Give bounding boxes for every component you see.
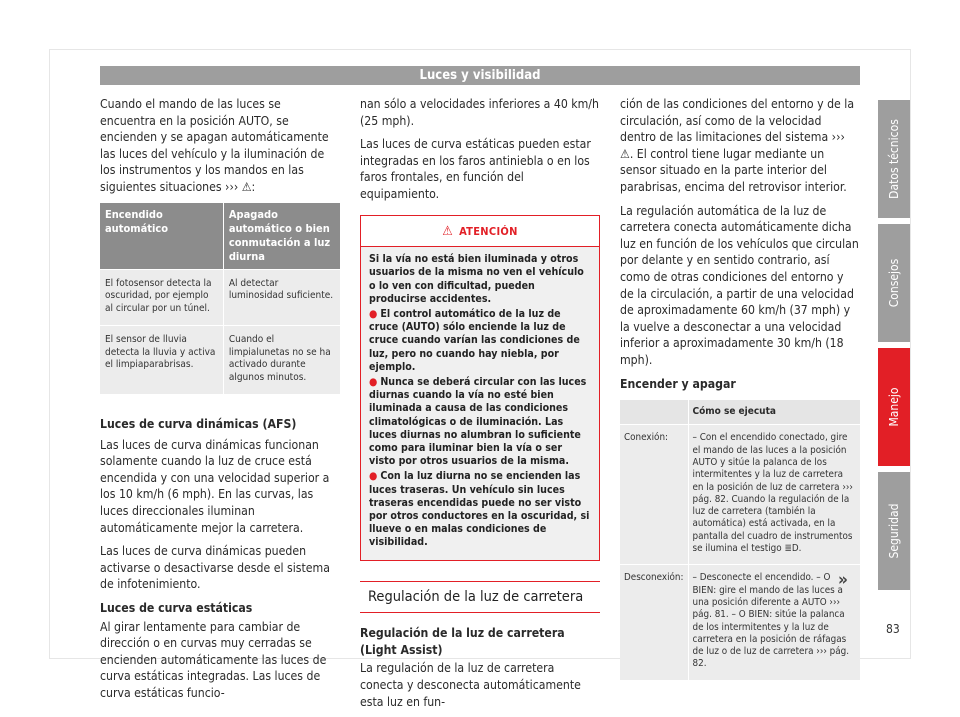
intro-paragraph: Cuando el mando de las luces se encuentra en la posición AUTO, se encienden y se apagan automáticamente las luces del vehículo y la iluminación de los instrumentos y los mandos en las siguientes situaciones ››› ⚠: <box>100 97 329 194</box>
tab-consejos[interactable]: Consejos <box>878 224 910 342</box>
table-cell-label: Conexión: <box>620 425 688 565</box>
auto-lights-table <box>100 203 340 395</box>
table-cell: – Con el encendido conectado, gire el mando de las luces a la posición AUTO y sitúe la palanca de los intermitentes y la luz de carretera en la posición de luz de carretera ››› pág. 82. Cuando la regulación de la luz de carretera (también la automática) está activada, en la pantalla del cuadro de instrumentos se ilumina el testigo ≣D. <box>688 425 860 565</box>
tab-datos-tecnicos[interactable]: Datos técnicos <box>878 100 910 218</box>
table-row <box>620 425 860 565</box>
section-title: Regulación de la luz de carretera <box>360 581 600 614</box>
afs-paragraph-1: Las luces de curva dinámicas funcionan solamente cuando la luz de cruce está encendida y con una velocidad superior a los 10 km/h (6 mph). En las curvas, las luces direccionales iluminan automáticamente mejor la carretera. <box>100 437 330 535</box>
attention-intro: Si la vía no está bien iluminada y otros usuarios de la misma no ven el vehículo o lo ven con dificultad, pueden producirse accidentes. <box>369 253 584 305</box>
continue-arrow-icon: » <box>838 570 848 590</box>
table-cell: – Desconecte el encendido. – O BIEN: gire el mando de las luces a una posición diferente a AUTO ››› pág. 81. – O BIEN: sitúe la palanca de los intermitentes y la luz de carretera en la posición de ráfagas de luz o de luz de carretera ››› pág. 82. <box>688 565 860 680</box>
table-cell: Cuando el limpialunetas no se ha activado durante algunos minutos. <box>223 326 340 395</box>
col3-paragraph-1: ción de las condiciones del entorno y de la circulación, así como de la velocidad dentro de las limitaciones del sistema ››› ⚠. El control tiene lugar mediante un sensor situado en la parte interior del parabrisas, encima del retrovisor interior. <box>620 97 855 194</box>
bullet-icon: ● <box>369 375 378 388</box>
attention-item: ● Nunca se deberá circular con las luces diurnas cuando la vía no esté bien iluminada a causa de las condiciones climatológicas o de iluminación. Las luces diurnas no alumbran lo suficiente como para iluminar bien la vía o ser visto por otros usuarios de la misma. <box>369 375 587 468</box>
tab-manejo[interactable]: Manejo <box>878 348 910 466</box>
attention-body <box>361 247 599 559</box>
table-cell-label: Desconexión: <box>620 565 688 680</box>
attention-item: ● El control automático de la luz de cruce (AUTO) sólo enciende la luz de cruce cuando varían las condiciones de luz, pero no cuando hay niebla, por ejemplo. <box>369 307 580 373</box>
table-row <box>100 269 340 326</box>
afs-paragraph-2: Las luces de curva dinámicas pueden activarse o desactivarse desde el sistema de infotenimiento. <box>100 544 330 592</box>
attention-item: ● Con la luz diurna no se encienden las luces traseras. Un vehículo sin luces traseras encendidas puede no ser visto por otros conductores en la oscuridad, si llueve o en malas condiciones de visibilidad. <box>369 470 590 549</box>
static-paragraph: Al girar lentamente para cambiar de dirección o en curvas muy cerradas se encienden automáticamente las luces de curva estáticas integradas. Las luces de curva estáticas funcio- <box>100 619 327 700</box>
col3-paragraph-2: La regulación automática de la luz de carretera conecta automáticamente dicha luz en función de los vehículos que circulan por delante y en sentido contrario, así como de otras condiciones del entorno y de la circulación, a partir de una velocidad de aproximadamente 60 km/h (37 mph) y la vuelve a desconectar a una velocidad inferior a aproximadamente 30 km/h (18 mph). <box>620 203 859 367</box>
table-row <box>620 565 860 680</box>
table-header-empty <box>620 400 688 425</box>
table-header: Encendido automático <box>100 203 223 270</box>
table-cell: Al detectar luminosidad suficiente. <box>223 269 340 326</box>
table-header: Apagado automático o bien conmutación a luz diurna <box>223 203 340 270</box>
table-header: Cómo se ejecuta <box>688 400 860 425</box>
attention-title: ATENCIÓN <box>459 224 518 238</box>
table-row <box>100 326 340 395</box>
column-3 <box>620 96 860 680</box>
afs-heading: Luces de curva dinámicas (AFS) <box>100 417 297 432</box>
col2-paragraph-2: Las luces de curva estáticas pueden estar integradas en los faros antiniebla o en los faros frontales, en función del equipamiento. <box>360 137 591 201</box>
table-cell: El fotosensor detecta la oscuridad, por ejemplo al circular por un túnel. <box>100 269 223 326</box>
on-off-heading: Encender y apagar <box>620 376 736 391</box>
attention-box <box>360 215 600 561</box>
col2-paragraph-1: nan sólo a velocidades inferiores a 40 km/h (25 mph). <box>360 97 599 128</box>
page-number: 83 <box>886 622 900 636</box>
light-assist-heading: Regulación de la luz de carretera (Light Assist) <box>360 626 565 657</box>
on-off-table <box>620 400 860 680</box>
bullet-icon: ● <box>369 307 378 320</box>
attention-header <box>361 216 599 248</box>
column-1 <box>100 96 340 709</box>
tab-seguridad[interactable]: Seguridad <box>878 472 910 590</box>
warning-triangle-icon: ⚠ <box>442 223 454 239</box>
page-header: Luces y visibilidad <box>100 66 860 85</box>
static-heading: Luces de curva estáticas <box>100 601 253 615</box>
column-2 <box>360 96 600 717</box>
table-cell: El sensor de lluvia detecta la lluvia y activa el limpiaparabrisas. <box>100 326 223 395</box>
bullet-icon: ● <box>369 470 378 483</box>
col2-paragraph-3: La regulación de la luz de carretera conecta y desconecta automáticamente esta luz en fun- <box>360 661 581 709</box>
